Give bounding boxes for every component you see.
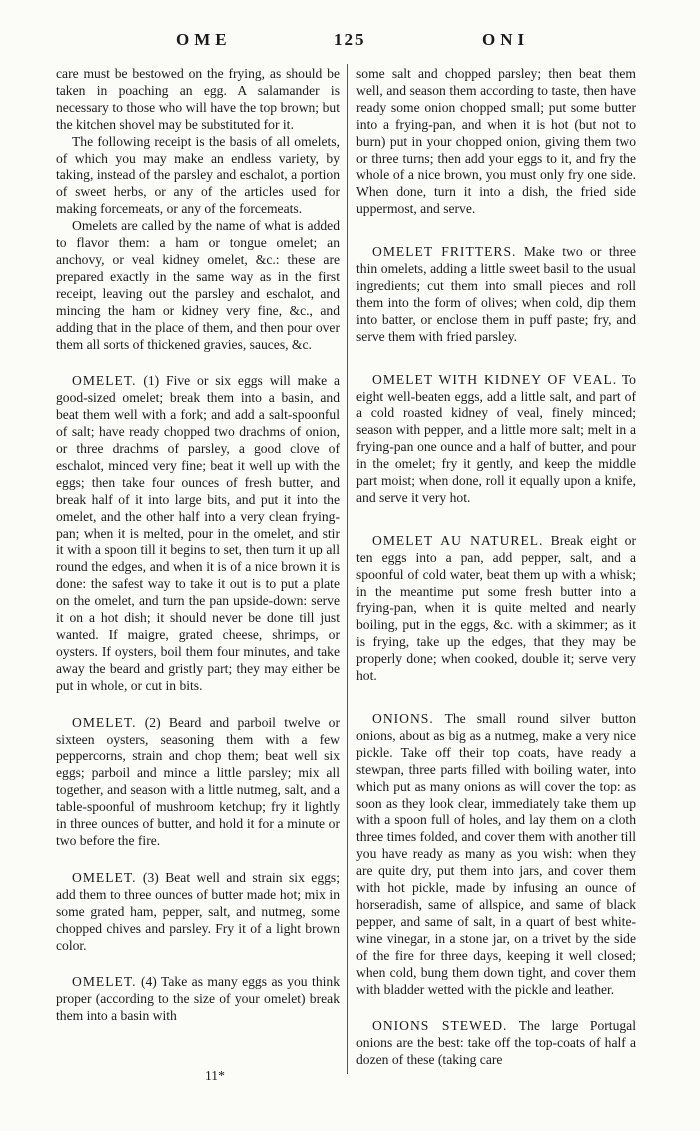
running-head-right: ONI xyxy=(482,30,530,49)
recipe-omelet-kidney xyxy=(356,372,636,507)
recipe-heading: ONIONS STEWED. xyxy=(372,1018,508,1034)
column-divider xyxy=(347,64,348,1074)
recipe-omelet-1 xyxy=(56,373,340,694)
recipe-text: The small round silver button onions, about as big as a nutmeg, make a very nice pickle. Take off their top coats, have ready a stewpan, three parts filled with boiling water, into which put as many onions as will cover the top: as soon as they look clear, immediately take them up with a spoon full of holes, and lay them on a cloth three times folded, and cover them with another till you have ready as many as you wish: when they are quite dry, put them into jars, and cover them with hot pickle, made by infusing an ounce of horseradish, same of allspice, and same of black pepper, and same of salt, in a quart of best white-wine vinegar, in a stone jar, on a trivet by the side of the fire for three days, keeping it well closed; when cold, bung them down tight, and cover them with bladder wetted with the pickle and leather. xyxy=(356,711,636,997)
paragraph: Omelets are called by the name of what is added to flavor them: a ham or tongue omelet; an anchovy, or veal kidney omelet, &c.: these are prepared exactly in the same way as in the first receipt, leaving out the parsley and eschalot, and mincing the ham or kidney very fine, &c., and adding that in the place of them, and then pour over them all sorts of thickened gravies, sauces, &c. xyxy=(56,218,340,352)
recipe-heading: OMELET FRITTERS. xyxy=(372,244,517,260)
recipe-text: (4) Take as many eggs as you think proper (according to the size of your omelet) break them into a basin with xyxy=(56,974,340,1024)
recipe-text: (3) Beat well and strain six eggs; add them to three ounces of butter made hot; mix in some grated ham, pepper, salt, and nutmeg, some chopped chives and parsley. Fry it of a light brown color. xyxy=(56,869,340,953)
recipe-text: To eight well-beaten eggs, add a little salt, and part of a cold roasted kidney of veal, finely minced; season with pepper, and a little more salt; melt in a frying-pan one ounce and a half of butter, and pour in the omelet; fry it gently, and keep the middle part moist; when done, roll it equally upon a knife, and serve it very hot. xyxy=(356,371,636,505)
recipe-text: (2) Beard and parboil twelve or sixteen oysters, seasoning them with a few peppercorns, strain and chop them; beat well six eggs; parboil and mince a little parsley; mix all together, and season with a little nutmeg, salt, and a table-spoonful of mushroom ketchup; fry it lightly in three ounces of butter, and hold it for a minute or two before the fire. xyxy=(56,714,340,848)
recipe-omelet-naturel xyxy=(356,533,636,685)
recipe-omelet-4 xyxy=(56,974,340,1025)
continued-paragraph: care must be bestowed on the frying, as should be taken in poaching an egg. A salamander is necessary to those who will have the top brown; but the kitchen shovel may be substituted for it. xyxy=(56,66,340,132)
recipe-heading: OMELET. xyxy=(72,714,137,730)
recipe-heading: OMELET. xyxy=(72,373,137,389)
recipe-text: (1) Five or six eggs will make a good-sized omelet; break them into a basin, and beat them well with a fork; and add a salt-spoonful of salt; have ready chopped two drachms of onion, or three drachms of parsley, a good clove of eschalot, minced very fine; beat it well up with the eggs; then take four ounces of fresh butter, and break half of it into large bits, and put it into the omelet, and the other half into a very clean frying-pan; when it is melted, pour in the omelet, and stir it with a spoon till it begins to set, then turn it up all round the edges, and when it is of a nice brown it is done: the safest way to take it out is to put a plate on the omelet, and turn the pan upside-down: serve it on a hot dish; it should never be done till just wanted. If maigre, grated cheese, shrimps, or oysters. If oysters, boil them four minutes, and take away the beard and gristly part; they may either be put in whole, or cut in bits. xyxy=(56,373,340,693)
recipe-omelet-3 xyxy=(56,870,340,955)
recipe-text: Make two or three thin omelets, adding a little sweet basil to the usual ingredients; cut them into small pieces and roll them into the form of olives; when cold, dip them into batter, or enclose them in puff paste; fry, and serve them with fried parsley. xyxy=(356,244,636,344)
recipe-text: Break eight or ten eggs into a pan, add pepper, salt, and a spoonful of cold water, beat them up with a whisk; in the meantime put some fresh butter into a frying-pan, when it is quite melted and nearly boiling, put in the eggs, &c. with a skimmer; as it is frying, take up the edges, that they may be properly done; when cooked, double it; serve very hot. xyxy=(356,532,636,684)
recipe-omelet-fritters xyxy=(356,244,636,345)
recipe-text: The large Portugal onions are the best: take off the top-coats of half a dozen of these (taking care xyxy=(356,1018,636,1068)
recipe-heading: OMELET. xyxy=(72,869,137,885)
recipe-onions xyxy=(356,711,636,998)
recipe-onions-stewed xyxy=(356,1018,636,1069)
right-column xyxy=(356,66,636,1069)
signature-mark: 11* xyxy=(205,1068,225,1083)
continued-paragraph: some salt and chopped parsley; then beat them well, and season them according to taste, then have ready some onion chopped small; put some butter into a frying-pan, and when it is hot (but not to burn) put in your chopped onion, giving them two or three turns; then add your eggs to it, and fry the whole of a nice brown, you must only fry one side. When done, turn it into a dish, the fried side uppermost, and serve. xyxy=(356,66,636,217)
recipe-omelet-2 xyxy=(56,715,340,850)
recipe-heading: OMELET WITH KIDNEY OF VEAL. xyxy=(372,371,618,387)
running-head-left: OME xyxy=(176,30,232,49)
recipe-heading: OMELET. xyxy=(72,974,137,990)
recipe-heading: OMELET AU NATUREL. xyxy=(372,532,544,548)
recipe-heading: ONIONS. xyxy=(372,711,434,726)
paragraph: The following receipt is the basis of all omelets, of which you may make an endless variety, by taking, instead of the parsley and eschalot, a portion of sweet herbs, or any of the articles used for making forcemeats, or any of the forcemeats. xyxy=(56,133,340,217)
left-column xyxy=(56,66,340,1025)
page-number: 125 xyxy=(334,30,366,49)
